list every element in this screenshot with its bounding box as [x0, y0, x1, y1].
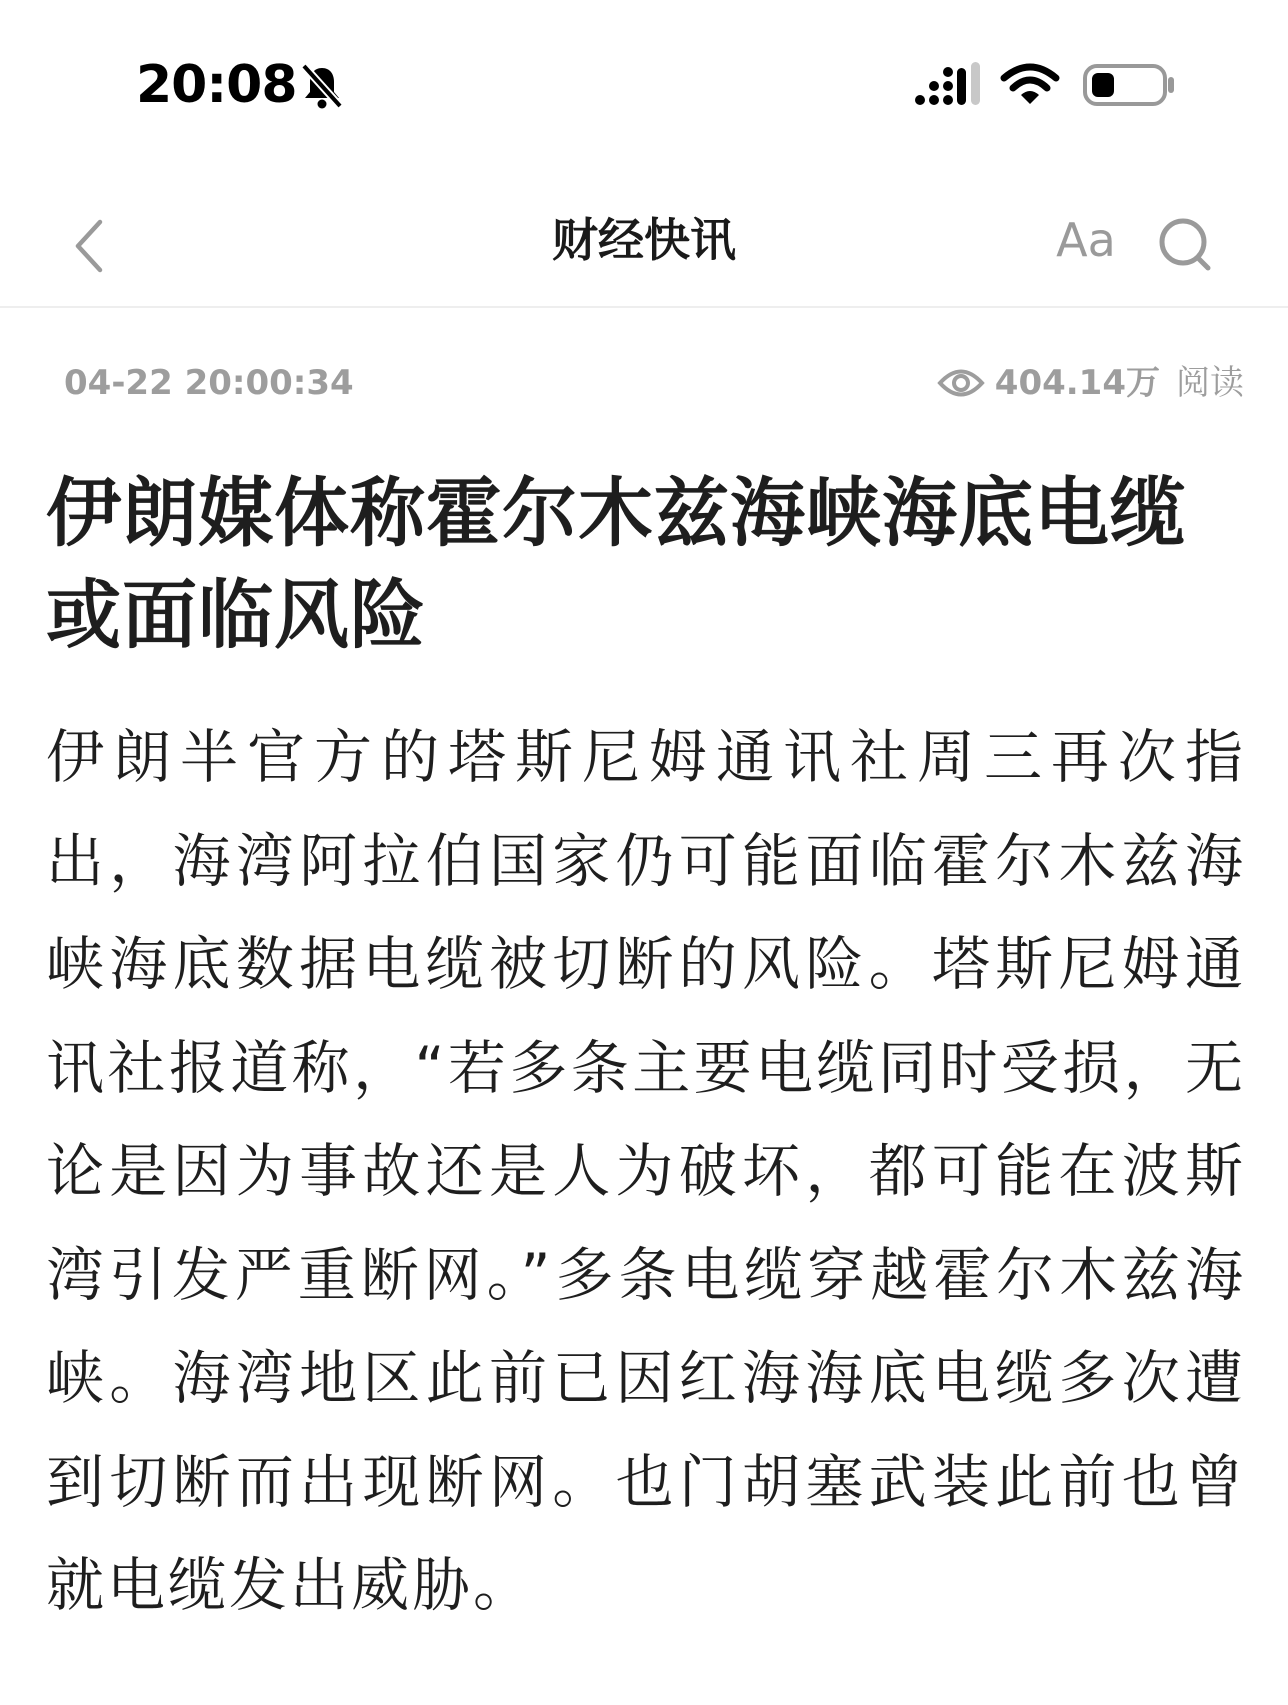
- read-count-value: 404.14万: [994, 363, 1160, 403]
- battery-icon: [1082, 62, 1176, 108]
- search-icon[interactable]: [1156, 214, 1214, 274]
- signal-icon: [914, 62, 980, 108]
- eye-icon: [937, 366, 985, 400]
- bell-muted-icon: [300, 62, 344, 110]
- publish-timestamp: 04-22 20:00:34: [64, 363, 354, 403]
- status-time: 20:08: [136, 55, 297, 115]
- font-size-button[interactable]: Aa: [1056, 213, 1116, 267]
- page-title: 财经快讯: [552, 213, 736, 267]
- article-body: 伊朗半官方的塔斯尼姆通讯社周三再次指出，海湾阿拉伯国家仍可能面临霍尔木兹海峡海底数据电缆被切断的风险。塔斯尼姆通讯社报道称，“若多条主要电缆同时受损，无论是因为事故还是人为破坏，都可能在波斯湾引发严重断网。”多条电缆穿越霍尔木兹海峡。海湾地区此前已因红海海底电缆多次遭到切断而出现断网。也门胡塞武装此前也曾就电缆发出威胁。: [46, 723, 1246, 1619]
- read-count: [937, 358, 1244, 408]
- nav-bar: [0, 190, 1288, 308]
- wifi-icon: [1000, 62, 1060, 108]
- article-headline: 伊朗媒体称霍尔木兹海峡海底电缆或面临风险: [46, 469, 1187, 659]
- status-bar: [0, 0, 1288, 150]
- read-count-label: 阅读: [1176, 363, 1244, 403]
